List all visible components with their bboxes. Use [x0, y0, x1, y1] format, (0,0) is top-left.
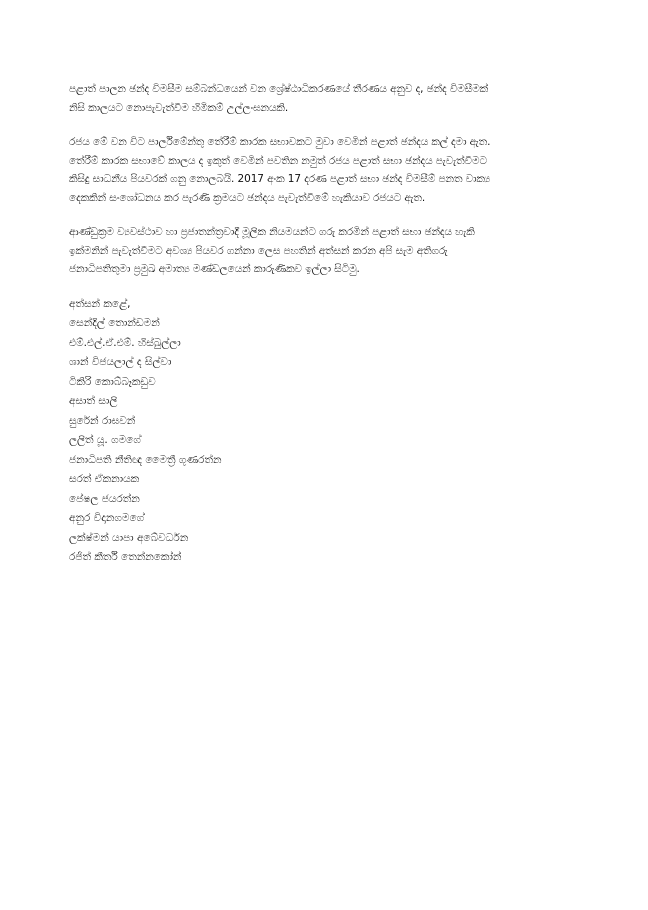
paragraph-line: කිසිදු සාධනීය පියවරක් ගනු නොලබයි. 2017 අංක 17 දරණ පළාත් සභා ඡන්ද විමසීම් පනත වාක්‍ය: [69, 173, 491, 185]
signoff-heading: අත්සන් කළේ,: [69, 297, 131, 310]
signatory-name: රජිත් කීර්ති තෙන්නකෝන්: [69, 551, 182, 563]
signatory-name: ශාන් විජයලාල් ද සිල්වා: [69, 356, 172, 368]
signatory-name: එම්.එල්.ඒ.එම්. හිස්බුල්ලා: [69, 336, 181, 349]
signatory-name: අසාත් සාලි: [69, 395, 118, 407]
paragraph-line: ආණ්ඩුක්‍රම ව්‍යවස්ථාව හා ප්‍රජාතන්ත්‍රවාදී මූලික නියමයන්ට ගරු කරමින් පළාත් සභා ඡන්දය හැකි: [69, 226, 475, 238]
paragraph-3: [69, 223, 619, 279]
signatory-name: ජනාධිපති නීතිඥ මෛත්‍රී ගුණරත්න: [69, 453, 222, 466]
signatory-name: සරත් ඒකනායක: [69, 473, 140, 485]
signatories-block: [69, 295, 619, 568]
paragraph-line: නිසි කාලයට නොපැවැත්වීම හිමිකම් උල්ලංඝනයකි.: [69, 101, 289, 114]
signatory-name: පේෂල ජයරත්න: [69, 492, 140, 505]
paragraph-line: තේරීම් කාරක සභාවේ කාලය ද ඉකුත් වෙමින් පවතින නමුත් රජය පළාත් සභා ඡන්දය පැවැත්වීමට: [69, 154, 487, 167]
letter-page: [69, 80, 619, 568]
paragraph-2: [69, 133, 619, 207]
paragraph-line: ජනාධිපතිතුමා ප්‍රමුඛ අමාත්‍ය මණ්ඩලයෙන් කාරුණිකව ඉල්ලා සිටිමු.: [69, 263, 360, 275]
signatory-name: සුරේන් රාඝවන්: [69, 414, 136, 427]
paragraph-1: [69, 80, 619, 117]
paragraph-line: රජය මේ වන විට පාර්ලිමේන්තු තේරීම් කාරක සභාවකට මුවා වෙමින් පළාත් ඡන්දය කල් දමා ඇත.: [69, 136, 491, 148]
paragraph-line: දෙකකින් සංශෝධනය කර පැරණි ක්‍රමයට ඡන්දය පැවැත්වීමේ හැකියාව රජයට ඇත.: [69, 191, 426, 204]
signatory-name: ලක්ෂ්මන් යාපා අබේවර්ධන: [69, 531, 189, 544]
signatory-name: ලලිත් යූ. ගමගේ: [69, 434, 141, 446]
signatory-name: අනුර විදානගමගේ: [69, 512, 145, 524]
signatory-name: ටිකිරි කොබ්බෑකඩුව: [69, 375, 156, 388]
paragraph-line: පළාත් පාලන ඡන්ද විමසීම සම්බන්ධයෙන් වන ශ්‍රේෂ්ඨාධිකරණයේ තීරණය අනුව ද, ඡන්ද විමසීමක්: [69, 83, 489, 95]
paragraph-line: ඉක්මනින් පැවැත්වීමට අවශ්‍ය පියවර ගන්නා ලෙස පහතින් අත්සන් කරන අපි සැම අතිගරු: [69, 244, 448, 257]
signatory-name: සෙන්දිල් තොන්ඩමන්: [69, 317, 160, 329]
